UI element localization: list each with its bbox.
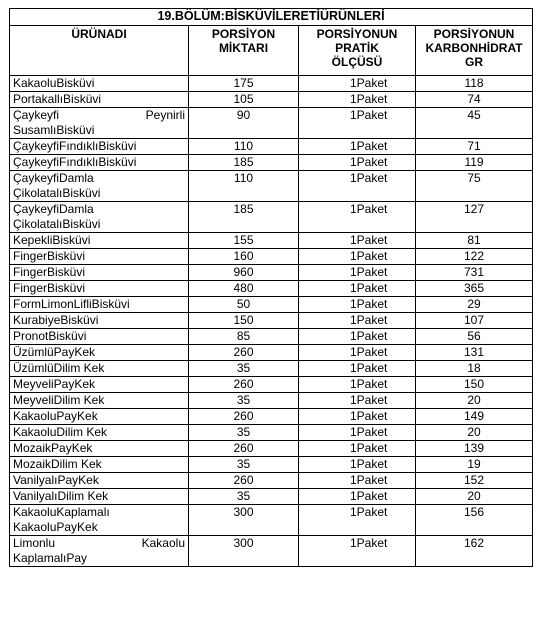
portion-amount-cell: 185	[189, 202, 299, 233]
product-name-line: FingerBisküvi	[13, 281, 86, 295]
product-name-line: PronotBisküvi	[13, 329, 87, 343]
carbohydrate-cell: 731	[416, 265, 533, 281]
practical-measure-cell: 1Paket	[299, 505, 416, 536]
header-practical-measure: PORSİYONUN PRATİK ÖLÇÜSÜ	[299, 26, 416, 76]
header-row	[10, 26, 533, 76]
table-title: 19.BÖLÜM:BİSKÜVİLERETİÜRÜNLERİ	[10, 9, 533, 26]
product-name-cell	[10, 202, 189, 233]
practical-measure-cell: 1Paket	[299, 297, 416, 313]
product-name-cell	[10, 505, 189, 536]
header-portion-amount: PORSİYON MİKTARI	[189, 26, 299, 76]
table-row	[10, 108, 533, 139]
product-name-cell	[10, 441, 189, 457]
product-name-line: ÇaykeyfiDamla	[13, 171, 94, 185]
product-name-cell	[10, 361, 189, 377]
table-row	[10, 536, 533, 567]
practical-measure-cell: 1Paket	[299, 76, 416, 92]
portion-amount-cell: 35	[189, 361, 299, 377]
product-name-cell	[10, 281, 189, 297]
product-name-line: MozaikPayKek	[13, 441, 93, 455]
practical-measure-cell: 1Paket	[299, 139, 416, 155]
product-name-line: ÇaykeyfiDamla	[13, 202, 94, 216]
portion-amount-cell: 960	[189, 265, 299, 281]
portion-amount-cell: 35	[189, 393, 299, 409]
product-name-line: KepekliBisküvi	[13, 233, 91, 247]
product-name-cell	[10, 76, 189, 92]
table-row	[10, 441, 533, 457]
product-name-cell	[10, 171, 189, 202]
table-row	[10, 297, 533, 313]
header-carbohydrate-gr: PORSİYONUN KARBONHİDRAT GR	[416, 26, 533, 76]
practical-measure-cell: 1Paket	[299, 281, 416, 297]
table-row	[10, 92, 533, 108]
portion-amount-cell: 260	[189, 377, 299, 393]
portion-amount-cell: 175	[189, 76, 299, 92]
carbohydrate-cell: 19	[416, 457, 533, 473]
carbohydrate-cell: 139	[416, 441, 533, 457]
carbohydrate-cell: 81	[416, 233, 533, 249]
table-row	[10, 329, 533, 345]
table-row	[10, 409, 533, 425]
portion-amount-cell: 90	[189, 108, 299, 139]
product-name-cell	[10, 233, 189, 249]
carbohydrate-cell: 162	[416, 536, 533, 567]
product-name-line: KurabiyeBisküvi	[13, 313, 99, 327]
product-name-cell	[10, 92, 189, 108]
product-name-line: KakaoluPayKek	[13, 409, 98, 423]
carbohydrate-cell: 127	[416, 202, 533, 233]
portion-amount-cell: 480	[189, 281, 299, 297]
carbohydrate-cell: 56	[416, 329, 533, 345]
table-row	[10, 313, 533, 329]
table-row	[10, 345, 533, 361]
table-row	[10, 171, 533, 202]
product-name-line: ÇikolatalıBisküvi	[13, 186, 101, 200]
practical-measure-cell: 1Paket	[299, 441, 416, 457]
carbohydrate-cell: 71	[416, 139, 533, 155]
table-row	[10, 473, 533, 489]
portion-amount-cell: 35	[189, 457, 299, 473]
document-page	[9, 8, 532, 567]
carbohydrate-cell: 18	[416, 361, 533, 377]
product-name-line: KakaoluKaplamalı	[13, 505, 110, 519]
carbohydrate-cell: 20	[416, 489, 533, 505]
product-name-cell	[10, 313, 189, 329]
portion-amount-cell: 105	[189, 92, 299, 108]
table-row	[10, 457, 533, 473]
title-row	[10, 9, 533, 26]
product-name-line: FormLimonLifliBisküvi	[13, 297, 130, 311]
product-name-cell	[10, 393, 189, 409]
table-row	[10, 202, 533, 233]
product-name-line: Çaykeyfi Peynirli	[13, 108, 185, 122]
product-name-cell	[10, 457, 189, 473]
product-name-line: Limonlu Kakaolu	[13, 536, 185, 550]
product-name-cell	[10, 536, 189, 567]
carbohydrate-cell: 365	[416, 281, 533, 297]
practical-measure-cell: 1Paket	[299, 171, 416, 202]
practical-measure-cell: 1Paket	[299, 313, 416, 329]
product-name-cell	[10, 249, 189, 265]
practical-measure-cell: 1Paket	[299, 155, 416, 171]
carbohydrate-cell: 122	[416, 249, 533, 265]
product-name-line: VanilyalıDilim Kek	[13, 489, 109, 503]
product-name-line: ÜzümlüDilim Kek	[13, 361, 105, 375]
practical-measure-cell: 1Paket	[299, 92, 416, 108]
product-name-line: ÇikolatalıBisküvi	[13, 217, 101, 231]
product-name-line: MeyveliPayKek	[13, 377, 96, 391]
carbohydrate-cell: 20	[416, 393, 533, 409]
practical-measure-cell: 1Paket	[299, 473, 416, 489]
table-row	[10, 249, 533, 265]
product-name-line: FingerBisküvi	[13, 249, 86, 263]
header-product-name: ÜRÜNADI	[10, 26, 189, 76]
product-name-cell	[10, 489, 189, 505]
practical-measure-cell: 1Paket	[299, 265, 416, 281]
portion-amount-cell: 110	[189, 139, 299, 155]
practical-measure-cell: 1Paket	[299, 202, 416, 233]
carbohydrate-cell: 119	[416, 155, 533, 171]
carbohydrate-cell: 152	[416, 473, 533, 489]
portion-amount-cell: 300	[189, 505, 299, 536]
carbohydrate-cell: 107	[416, 313, 533, 329]
product-name-cell	[10, 155, 189, 171]
product-name-cell	[10, 425, 189, 441]
carbohydrate-cell: 156	[416, 505, 533, 536]
portion-amount-cell: 35	[189, 425, 299, 441]
portion-amount-cell: 260	[189, 409, 299, 425]
portion-amount-cell: 150	[189, 313, 299, 329]
product-name-line: MozaikDilim Kek	[13, 457, 102, 471]
product-name-cell	[10, 377, 189, 393]
table-row	[10, 425, 533, 441]
biscuit-carb-table	[9, 8, 533, 567]
product-name-line: KaplamalıPay	[13, 551, 88, 565]
portion-amount-cell: 50	[189, 297, 299, 313]
product-name-cell	[10, 345, 189, 361]
portion-amount-cell: 260	[189, 345, 299, 361]
product-name-cell	[10, 139, 189, 155]
product-name-line: VanilyalıPayKek	[13, 473, 99, 487]
product-name-cell	[10, 409, 189, 425]
carbohydrate-cell: 75	[416, 171, 533, 202]
product-name-cell	[10, 297, 189, 313]
practical-measure-cell: 1Paket	[299, 377, 416, 393]
product-name-line: KakaoluPayKek	[13, 520, 98, 534]
table-body	[10, 76, 533, 567]
product-name-cell	[10, 329, 189, 345]
practical-measure-cell: 1Paket	[299, 536, 416, 567]
practical-measure-cell: 1Paket	[299, 361, 416, 377]
table-row	[10, 393, 533, 409]
product-name-line: PortakallıBisküvi	[13, 92, 102, 106]
portion-amount-cell: 85	[189, 329, 299, 345]
table-row	[10, 281, 533, 297]
product-name-line: ÇaykeyfiFındıklıBisküvi	[13, 139, 137, 153]
practical-measure-cell: 1Paket	[299, 425, 416, 441]
table-row	[10, 233, 533, 249]
practical-measure-cell: 1Paket	[299, 249, 416, 265]
table-row	[10, 265, 533, 281]
portion-amount-cell: 155	[189, 233, 299, 249]
carbohydrate-cell: 20	[416, 425, 533, 441]
table-row	[10, 155, 533, 171]
portion-amount-cell: 260	[189, 473, 299, 489]
product-name-cell	[10, 473, 189, 489]
carbohydrate-cell: 45	[416, 108, 533, 139]
product-name-line: ÇaykeyfiFındıklıBisküvi	[13, 155, 137, 169]
table-row	[10, 361, 533, 377]
practical-measure-cell: 1Paket	[299, 233, 416, 249]
product-name-cell	[10, 108, 189, 139]
portion-amount-cell: 300	[189, 536, 299, 567]
practical-measure-cell: 1Paket	[299, 457, 416, 473]
table-row	[10, 489, 533, 505]
practical-measure-cell: 1Paket	[299, 329, 416, 345]
portion-amount-cell: 260	[189, 441, 299, 457]
carbohydrate-cell: 29	[416, 297, 533, 313]
carbohydrate-cell: 118	[416, 76, 533, 92]
practical-measure-cell: 1Paket	[299, 345, 416, 361]
product-name-line: MeyveliDilim Kek	[13, 393, 105, 407]
carbohydrate-cell: 74	[416, 92, 533, 108]
product-name-line: SusamlıBisküvi	[13, 123, 95, 137]
practical-measure-cell: 1Paket	[299, 108, 416, 139]
portion-amount-cell: 110	[189, 171, 299, 202]
table-row	[10, 377, 533, 393]
table-row	[10, 139, 533, 155]
table-row	[10, 76, 533, 92]
portion-amount-cell: 185	[189, 155, 299, 171]
product-name-line: FingerBisküvi	[13, 265, 86, 279]
portion-amount-cell: 35	[189, 489, 299, 505]
practical-measure-cell: 1Paket	[299, 393, 416, 409]
product-name-line: KakaoluBisküvi	[13, 76, 95, 90]
practical-measure-cell: 1Paket	[299, 489, 416, 505]
portion-amount-cell: 160	[189, 249, 299, 265]
product-name-line: ÜzümlüPayKek	[13, 345, 96, 359]
carbohydrate-cell: 149	[416, 409, 533, 425]
product-name-cell	[10, 265, 189, 281]
table-row	[10, 505, 533, 536]
carbohydrate-cell: 150	[416, 377, 533, 393]
carbohydrate-cell: 131	[416, 345, 533, 361]
practical-measure-cell: 1Paket	[299, 409, 416, 425]
product-name-line: KakaoluDilim Kek	[13, 425, 108, 439]
